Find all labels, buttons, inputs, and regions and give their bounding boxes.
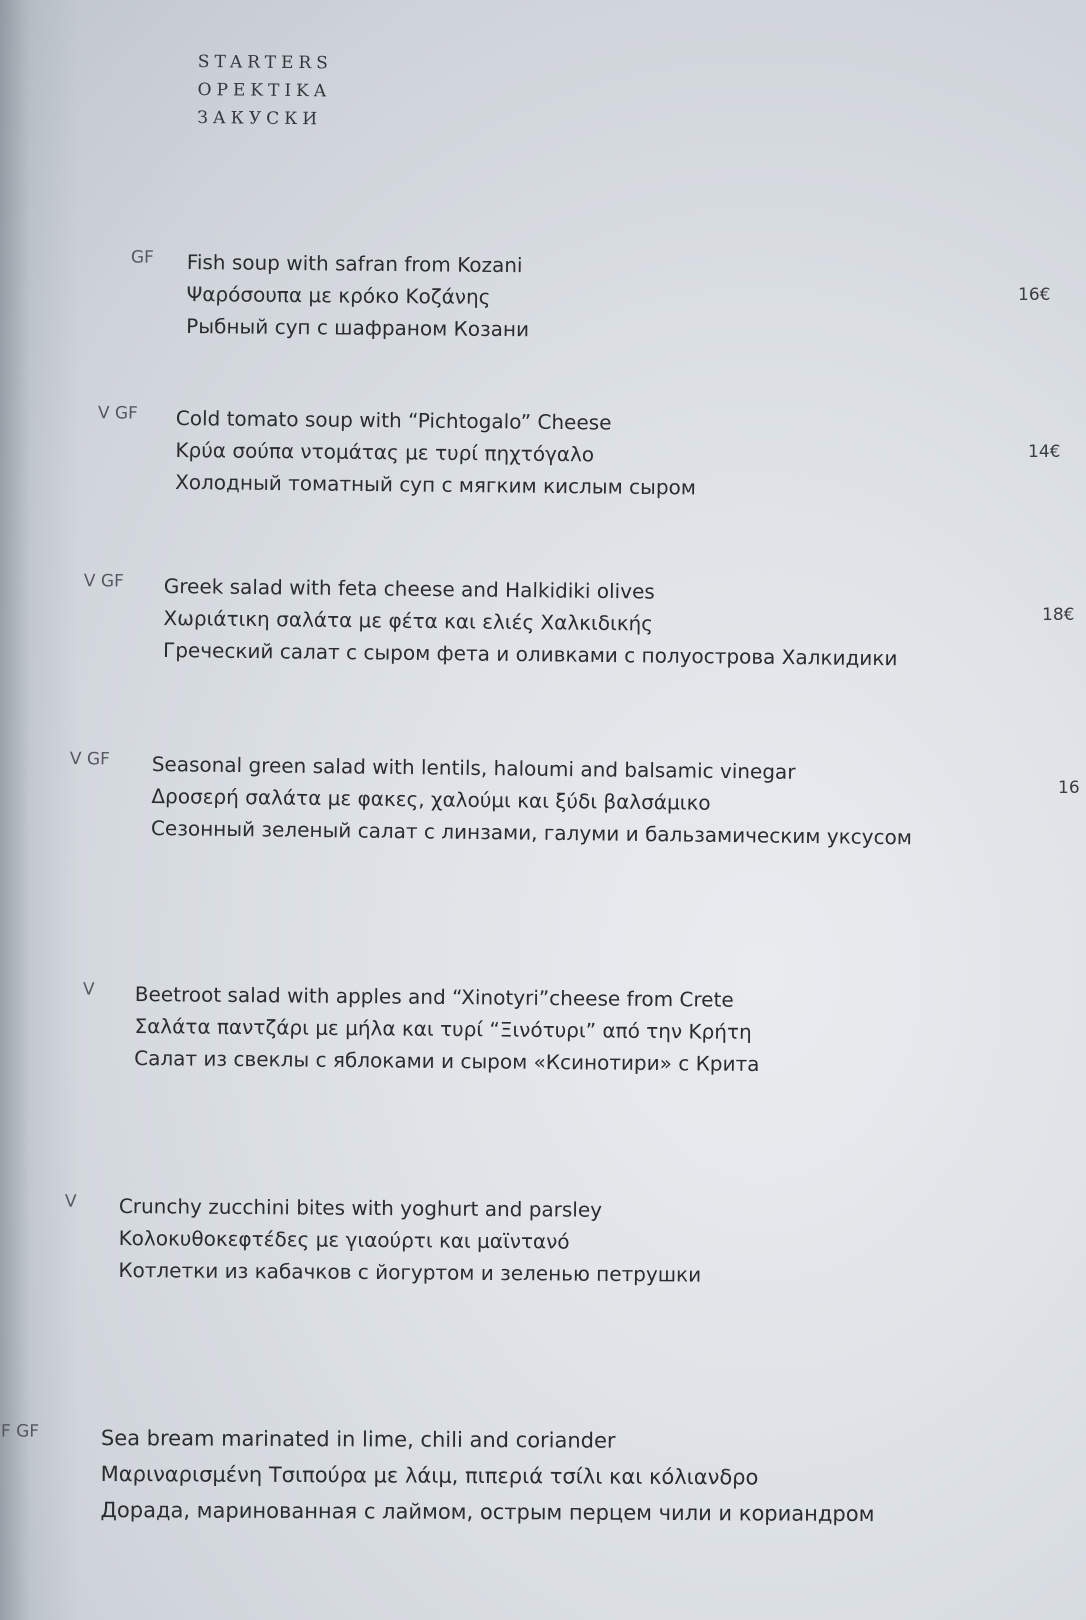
section-title-greek: ΟΡΕΚΤΙΚΑ	[197, 79, 332, 102]
dish-name-english: Beetroot salad with apples and “Xinotyri”cheese from Crete	[134, 981, 734, 1012]
dietary-tags: F GF	[0, 1421, 40, 1442]
dish-name-greek: Ψαρόσουπα με κρόκο Κοζάνης	[186, 281, 491, 309]
dietary-tags: GF	[130, 247, 154, 268]
dish-description	[100, 1420, 874, 1532]
section-title-english: STARTERS	[197, 51, 333, 74]
dish-name-russian: Сезонный зеленый салат с линзами, галуми и бальзамическим уксусом	[150, 815, 913, 850]
dish-description	[175, 402, 697, 503]
dish-price: 16€	[1018, 285, 1051, 305]
dish-name-russian: Греческий салат с сыром фета и оливками с полуострова Халкидики	[162, 637, 898, 671]
dietary-tags: V GF	[97, 403, 138, 424]
dish-name-english: Greek salad with feta cheese and Halkidiki olives	[163, 573, 655, 604]
dietary-tags: V GF	[83, 571, 124, 592]
dish-description	[186, 246, 530, 345]
dish-description	[151, 748, 913, 853]
dish-name-russian: Дорада, маринованная с лаймом, острым перцем чили и кориандром	[100, 1497, 875, 1527]
dish-description	[134, 978, 760, 1080]
dish-name-russian: Рыбный суп с шафраном Козани	[186, 313, 530, 342]
dish-price: 14€	[1028, 442, 1061, 462]
dish-name-russian: Котлетки из кабачков с йогуртом и зеленью петрушки	[118, 1257, 702, 1287]
dish-description	[118, 1190, 702, 1291]
dish-name-english: Crunchy zucchini bites with yoghurt and parsley	[118, 1193, 603, 1222]
dish-name-english: Sea bream marinated in lime, chili and coriander	[100, 1425, 616, 1453]
dish-name-greek: Σαλάτα παντζάρι με μήλα και τυρί “Ξινότυρι” από την Κρήτη	[134, 1013, 752, 1044]
dish-name-greek: Κρύα σούπα ντομάτας με τυρί πηχτόγαλο	[175, 437, 595, 467]
dish-price: 16	[1058, 778, 1080, 798]
dish-description	[163, 570, 898, 674]
section-heading	[197, 48, 333, 133]
dish-name-russian: Салат из свеклы с яблоками и сыром «Ксинотири» с Крита	[134, 1045, 760, 1076]
dish-name-greek: Δροσερή σαλάτα με φακες, χαλούμι και ξύδι βαλσάμικο	[151, 783, 711, 815]
dish-name-english: Cold tomato soup with “Pichtogalo” Cheese	[175, 405, 612, 435]
dish-name-russian: Холодный томатный суп с мягким кислым сыром	[175, 469, 697, 500]
dish-name-greek: Χωριάτικη σαλάτα με φέτα και ελιές Χαλκιδικής	[163, 605, 654, 636]
dish-name-greek: Κολοκυθοκεφτέδες με γιαούρτι και μαϊντανό	[118, 1225, 570, 1254]
section-title-russian: ЗАКУСКИ	[197, 107, 323, 130]
dish-price: 18€	[1042, 605, 1075, 625]
dietary-tags: V	[82, 979, 95, 1000]
dish-name-english: Fish soup with safran from Kozani	[186, 249, 523, 278]
dietary-tags: V GF	[69, 748, 110, 770]
dish-name-greek: Μαριναρισμένη Τσιπούρα με λάιμ, πιπεριά τσίλι και κόλιανδρο	[100, 1461, 759, 1490]
dietary-tags: V	[64, 1191, 77, 1212]
dish-name-english: Seasonal green salad with lentils, haloumi and balsamic vinegar	[151, 751, 796, 784]
